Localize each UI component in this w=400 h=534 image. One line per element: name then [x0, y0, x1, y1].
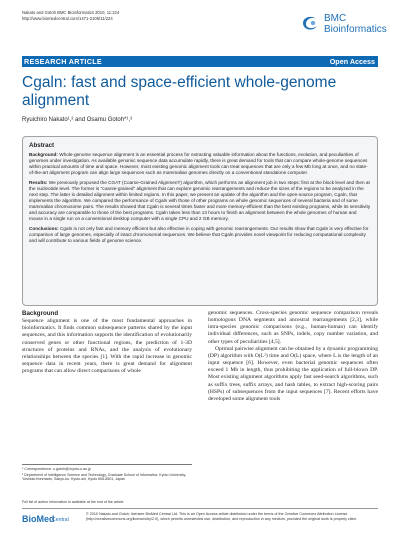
correspondence-note[interactable]: * Correspondence: o.gotoh@i.kyoto-u.ac.jp — [22, 467, 91, 471]
conclusions-label: Conclusions: — [29, 226, 59, 232]
journal-name-bioinformatics: Bioinformatics — [324, 24, 387, 35]
abstract-heading: Abstract — [29, 142, 55, 149]
biomed-central-logo[interactable] — [22, 514, 80, 526]
body-paragraph: Optimal pairwise alignment can be obtained by a dynamic programming (DP) algorithm with O(L²) time and O(L) space, where L is the length of an input sequence [6]. However, even bacterial genomic sequences often exceed 1 Mb in length, thus prohibiting the application of full-blown DP. Most existing alignment algorithms apply fast seed-search algorithms, such as suffix trees, suffix arrays, and hash tables, to extract high-scoring pairs (HSPs) of subsequences from the input sequences [7]. Recent efforts have developed some alignment tools — [208, 345, 378, 402]
abstract-results — [29, 180, 371, 223]
results-text: We previously proposed the CGAT (Coarse-Grained AlignmenT) algorithm, which performs an alignment job in two steps: first at the block level and then at the nucleotide level. The former is "coarse-grained" alignment that can explore genomic rearrangements and reduce the sizes of the regions to be analyzed in the next step. The latter is detailed alignment within limited regions. In this paper, we present an update of the algorithm and the open-source program, Cgaln, that implements the algorithm. We compared the performance of Cgaln with those of other programs on whole genomic sequences of several bacteria and of some mammalian chromosome pairs. The results showed that Cgaln is several times faster and more memory-efficient than the best existing programs, while its sensitivity and accuracy are comparable to those of the best programs. Cgaln takes less than 13 hours to finish an alignment between the whole genomes of human and mouse in a single run on a conventional desktop computer with a single CPU and 2 GB memory. — [29, 179, 371, 222]
license-text: © 2010 Nakato and Gotoh; licensee BioMed Central Ltd. This is an Open Access article distributed under the terms of the Creative Commons Attribution License (http://creativecommons.org/licenses/by/2.0), which permits unrestricted use, distribution, and reproduction in any medium, provided the original work is properly cited. — [86, 512, 357, 521]
background-label: Background: — [29, 152, 58, 157]
journal-logo[interactable] — [300, 10, 387, 38]
citation-header — [22, 10, 119, 21]
body-column-left — [22, 310, 192, 375]
footnotes — [22, 464, 192, 483]
article-type-band — [22, 56, 378, 67]
affiliation-note: ¹ Department of Intelligence Science and Technology, Graduate School of Informatics, Kyoto University, Yoshida-Honmachi, Sakyo-ku, Kyoto-shi, Kyoto 606-8501, Japan — [22, 472, 186, 482]
abstract-conclusions — [29, 226, 371, 244]
citation-line: Nakato and Gotoh BMC Bioinformatics 2010, 11:224 — [22, 10, 120, 15]
results-label: Results: — [29, 179, 48, 185]
article-title: Cgaln: fast and space-efficient whole-genome alignment — [22, 74, 337, 109]
journal-name-bmc: BMC — [324, 13, 347, 24]
section-heading-background: Background — [22, 310, 59, 317]
biomed-word: BioMed — [22, 514, 55, 524]
bmc-swirl-icon — [300, 14, 320, 32]
open-access-label: Open Access — [329, 57, 375, 66]
citation-url[interactable]: http://www.biomedcentral.com/1471-2105/11/224 — [22, 15, 113, 21]
central-word: Central — [52, 517, 69, 523]
body-paragraph: Sequence alignment is one of the most fundamental approaches in bioinformatics. It finds common subsequence patterns shared by the input sequences, and this information supports the identification of evolutionarily conserved genes or other functional regions, the prediction of 1-3D structures of proteins and RNAs, and the analysis of evolutionary relationships between the species [1]. With the rapid increase in genomic sequence data in recent years, there is great demand for alignment programs that can allow direct comparisons of whole — [22, 318, 192, 375]
body-column-right — [208, 310, 378, 403]
body-paragraph: genomic sequences. Cross-species genomic sequence comparison reveals homologous DNA segments and ancestral rearrangements [2,3], while intra-species genomic comparisons (e.g., human-human) can identify individual differences, such as SNPs, indels, copy number variation, and other types of peculiarities [4,5]. — [208, 310, 378, 345]
page-footer — [22, 508, 378, 524]
article-type-label: RESEARCH ARTICLE — [24, 57, 103, 66]
author-info-note: Full list of author information is available at the end of the article — [22, 500, 124, 504]
background-text: Whole-genome sequence alignment is an essential process for extracting valuable information about the functions, evolution, and peculiarities of genomes under investigation. As available genomic sequence data accumulate rapidly, there is great demand for tools that can compare whole-genome sequences within practical amounts of time and space. However, most existing genomic alignment tools can treat sequences that are only a few Mb long at once, and no state-of-the-art alignment program can align large sequences such as mammalian genomes directly on a conventional standalone computer. — [29, 152, 368, 176]
author-list: Ryuichiro Nakato¹,² and Osamu Gotoh*¹,³ — [22, 117, 133, 123]
conclusions-text: Cgaln is not only fast and memory efficient but also effective in coping with genomic rearrangements. Our results show that Cgaln is very effective for comparison of large genomes, especially of intact chromosomal sequences. We believe that Cgaln provides novel viewpoint for reducing computational complexity and will contribute to various fields of genome science. — [29, 226, 369, 244]
abstract-box — [22, 136, 378, 306]
abstract-background — [29, 152, 371, 176]
